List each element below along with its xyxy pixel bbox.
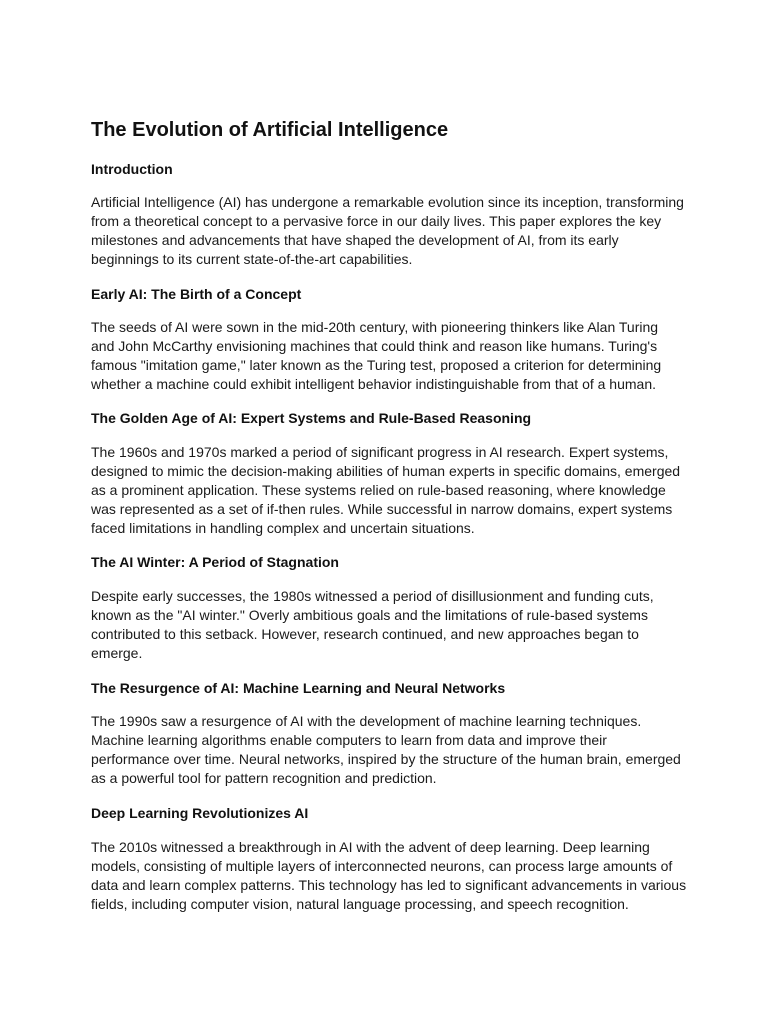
section-paragraph-golden-age xyxy=(91,443,680,538)
paragraph-line: performance over time. Neural networks, inspired by the structure of the human brain, emerged xyxy=(91,750,681,767)
paragraph-line: as a powerful tool for pattern recognition and prediction. xyxy=(91,769,437,786)
section-heading-ai-winter: The AI Winter: A Period of Stagnation xyxy=(91,554,339,570)
paragraph-line: from a theoretical concept to a pervasive force in our daily lives. This paper explores the key xyxy=(91,212,662,229)
document-title: The Evolution of Artificial Intelligence xyxy=(91,119,449,141)
paragraph-line: The seeds of AI were sown in the mid-20th century, with pioneering thinkers like Alan Turing xyxy=(91,319,659,335)
paragraph-line: emerge. xyxy=(91,644,143,661)
paragraph-line: as a prominent application. These systems relied on rule-based reasoning, where knowledge xyxy=(91,481,666,498)
paragraph-line: models, consisting of multiple layers of interconnected neurons, can process large amounts of xyxy=(91,857,673,874)
paragraph-line: Artificial Intelligence (AI) has undergone a remarkable evolution since its inception, transforming xyxy=(91,194,684,210)
section-paragraph-introduction xyxy=(91,193,684,269)
paragraph-line: famous "imitation game," later known as the Turing test, proposed a criterion for determining xyxy=(91,356,662,373)
section-heading-deep-learning: Deep Learning Revolutionizes AI xyxy=(91,805,309,821)
paragraph-line: Machine learning algorithms enable computers to learn from data and improve their xyxy=(91,731,607,748)
paragraph-line: beginnings to its current state-of-the-art capabilities. xyxy=(91,250,413,267)
section-heading-resurgence: The Resurgence of AI: Machine Learning and Neural Networks xyxy=(91,680,506,696)
paragraph-line: known as the "AI winter." Overly ambitious goals and the limitations of rule-based systems xyxy=(91,606,648,623)
section-paragraph-early-ai xyxy=(91,318,661,394)
paragraph-line: data and learn complex patterns. This technology has led to significant advancements in various xyxy=(91,876,687,893)
section-heading-introduction: Introduction xyxy=(91,161,173,177)
paragraph-line: Despite early successes, the 1980s witnessed a period of disillusionment and funding cuts, xyxy=(91,588,654,604)
section-paragraph-resurgence xyxy=(91,712,681,788)
paragraph-line: milestones and advancements that have shaped the development of AI, from its early xyxy=(91,231,619,248)
paragraph-line: The 1960s and 1970s marked a period of significant progress in AI research. Expert systems, xyxy=(91,444,669,460)
paragraph-line: designed to mimic the decision-making abilities of human experts in specific domains, emerged xyxy=(91,462,681,479)
paragraph-line: The 2010s witnessed a breakthrough in AI with the advent of deep learning. Deep learning xyxy=(91,839,650,855)
paragraph-line: The 1990s saw a resurgence of AI with the development of machine learning techniques. xyxy=(91,713,642,729)
section-paragraph-ai-winter xyxy=(91,587,654,663)
paragraph-line: whether a machine could exhibit intelligent behavior indistinguishable from that of a human. xyxy=(91,375,657,392)
section-paragraph-deep-learning xyxy=(91,838,686,914)
paragraph-line: faced limitations in handling complex and uncertain situations. xyxy=(91,519,475,536)
section-heading-golden-age: The Golden Age of AI: Expert Systems and Rule-Based Reasoning xyxy=(91,410,532,426)
paragraph-line: was represented as a set of if-then rules. While successful in narrow domains, expert systems xyxy=(91,500,673,517)
paragraph-line: and John McCarthy envisioning machines that could think and reason like humans. Turing's xyxy=(91,337,658,354)
paragraph-line: contributed to this setback. However, research continued, and new approaches began to xyxy=(91,625,639,642)
paragraph-line: fields, including computer vision, natural language processing, and speech recognition. xyxy=(91,895,629,912)
section-heading-early-ai: Early AI: The Birth of a Concept xyxy=(91,286,302,302)
